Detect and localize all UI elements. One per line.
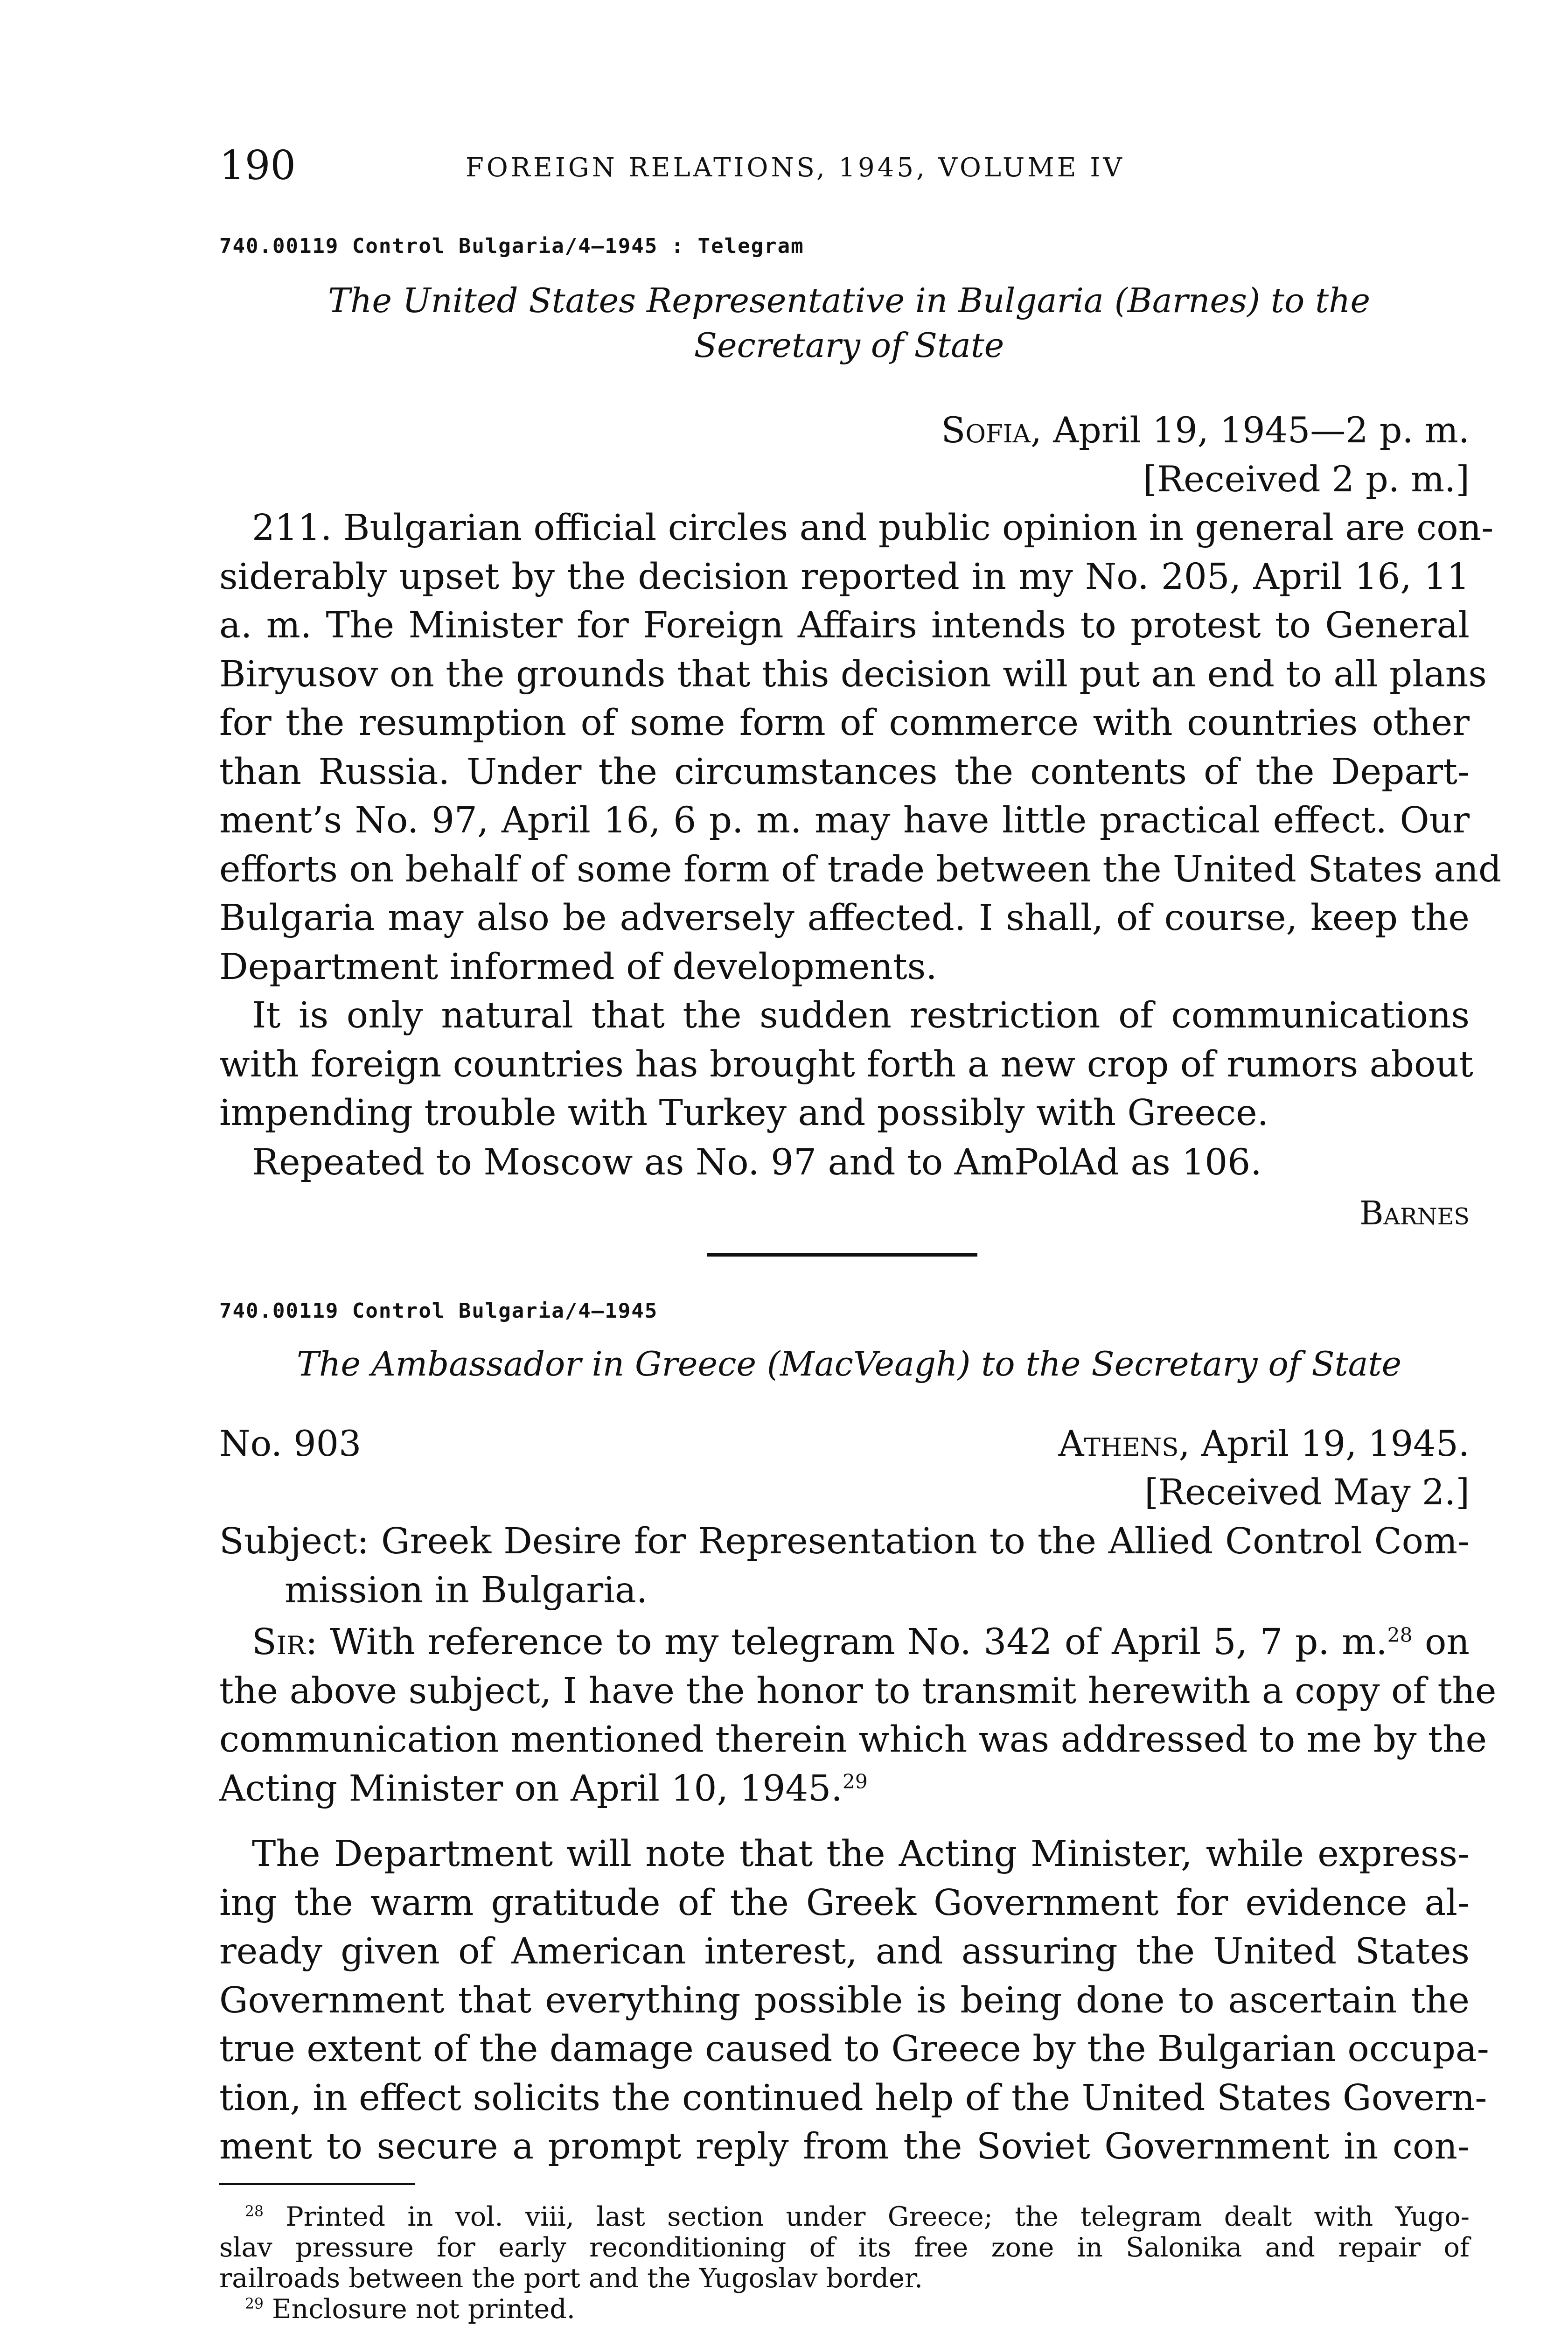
text-line: Government that everything possible is being done to ascertain the [219,1979,1470,2021]
letter-paragraph [219,1618,1497,1813]
received-note: [Received 2 p. m.] [1143,458,1470,500]
salutation: Sir [252,1621,306,1663]
text-line: ing the warm gratitude of the Greek Government for evidence al- [219,1882,1470,1924]
subject-text: Greek Desire for Representation to the Allied Control Com- [381,1521,1470,1562]
dateline-place: Athens [1058,1423,1179,1464]
dateline [219,406,1470,454]
text-line: for the resumption of some form of commerce with countries other [219,702,1470,744]
text-line: Department informed of developments. [219,946,937,988]
footnote-line: slav pressure for early reconditioning of its free zone in Salonika and repair of [219,2232,1470,2263]
telegram-paragraph [219,992,1473,1138]
telegram-paragraph [219,504,1502,992]
text-span: Printed in vol. viii, last section under Greece; the telegram dealt with Yugo- [263,2201,1470,2232]
footnote-mark: 29 [245,2296,264,2312]
running-head [219,140,1451,191]
footnote [219,2201,1470,2294]
footnote-rule [219,2183,415,2185]
text-span: on [1412,1621,1470,1663]
footnote [219,2294,1470,2325]
subject-line [219,1517,1470,1566]
file-reference: 740.00119 Control Bulgaria/4–1945 : Telegram [219,234,804,258]
text-line: ment to secure a prompt reply from the Soviet Government in con- [219,2126,1470,2167]
file-reference: 740.00119 Control Bulgaria/4–1945 [219,1299,658,1323]
text-line: siderably upset by the decision reported in my No. 205, April 16, 11 [219,556,1470,598]
text-line: 211. Bulgarian official circles and public opinion in general are con- [252,507,1494,549]
footnote-line [219,2294,1470,2325]
document-title-line: Secretary of State [694,326,1004,365]
footnote-line [219,2201,1470,2232]
footnote-line: railroads between the port and the Yugoslav border. [219,2263,923,2294]
text-line: communication mentioned therein which was addressed to me by the [219,1719,1487,1760]
text-line: a. m. The Minister for Foreign Affairs intends to protest to General [219,605,1470,646]
footnote-mark: 28 [245,2203,264,2220]
dateline-date: , April 19, 1945. [1178,1423,1470,1464]
text-span: Enclosure not printed. [263,2294,575,2325]
text-span: : With reference to my telegram No. 342 of April 5, 7 p. m. [305,1621,1387,1663]
text-line: tion, in effect solicits the continued help of the United States Govern- [219,2077,1487,2119]
text-span: Acting Minister on April 10, 1945. [219,1767,843,1809]
text-line: Repeated to Moscow as No. 97 and to AmPolAd as 106. [252,1142,1262,1183]
text-line: true extent of the damage caused to Greece by the Bulgarian occupa- [219,2028,1489,2070]
dateline-place: Sofia [941,409,1031,451]
text-line: ready given of American interest, and assuring the United States [219,1931,1470,1972]
dateline [560,1419,1470,1468]
text-line: ment’s No. 97, April 16, 6 p. m. may have little practical effect. Our [219,800,1470,841]
received-note: [Received May 2.] [1144,1471,1470,1513]
text-line: the above subject, I have the honor to transmit herewith a copy of the [219,1670,1497,1712]
document-title: The Ambassador in Greece (MacVeagh) to the Secretary of State [296,1344,1402,1383]
text-line: Biryusov on the grounds that this decision will put an end to all plans [219,653,1487,695]
text-line: Bulgaria may also be adversely affected. I shall, of course, keep the [219,897,1470,939]
telegram-paragraph [219,1139,1470,1187]
page-number: 190 [219,142,296,189]
text-line: It is only natural that the sudden restriction of communications [252,995,1470,1036]
subject-line: mission in Bulgaria. [285,1569,648,1611]
text-line [219,1765,1470,1814]
footnote-reference: 28 [1387,1623,1413,1647]
dispatch-number: No. 903 [219,1423,362,1464]
text-line: with foreign countries has brought forth a new crop of rumors about [219,1043,1473,1085]
text-line: than Russia. Under the circumstances the contents of the Depart- [219,751,1470,793]
subject-block [219,1517,1470,1615]
text-line: impending trouble with Turkey and possibly with Greece. [219,1092,1269,1134]
section-divider [707,1253,977,1257]
document-title [219,278,1479,368]
footnote-reference: 29 [842,1769,868,1793]
signature: Barnes [1359,1194,1470,1232]
text-line: efforts on behalf of some form of trade between the United States and [219,848,1502,890]
text-line: The Department will note that the Acting Minister, while express- [252,1833,1470,1875]
running-title: FOREIGN RELATIONS, 1945, VOLUME IV [466,153,1125,183]
dateline-date: , April 19, 1945—2 p. m. [1030,409,1470,451]
letter-paragraph [219,1830,1489,2172]
document-title-line: The United States Representative in Bulgaria (Barnes) to the [328,281,1371,320]
subject-label: Subject: [219,1521,369,1562]
text-line [219,1618,1470,1667]
